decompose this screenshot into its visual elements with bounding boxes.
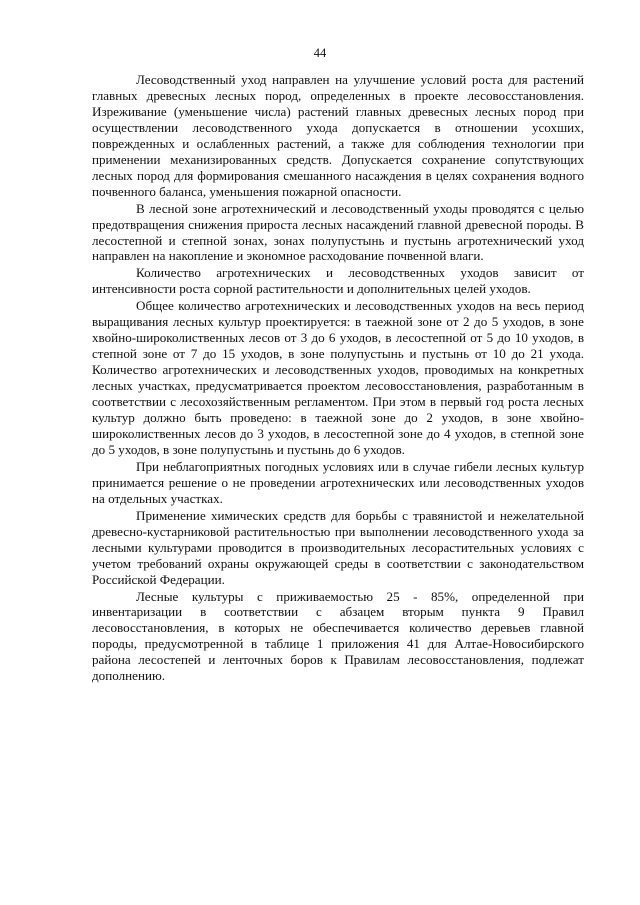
page-number: 44	[313, 46, 327, 60]
paragraph-6: Применение химических средств для борьбы с травянистой и нежелательной древесно-кустарниковой растительностью при выполнении лесоводственного ухода за лесными культурами проводится в производительных лесорастительных условиях с учетом требований охраны окружающей среды в соответствии с законодательством Российской Федерации.	[92, 507, 584, 587]
document-body	[92, 72, 584, 685]
paragraph-7: Лесные культуры с приживаемостью 25 - 85%, определенной при инвентаризации в соответствии с абзацем вторым пункта 9 Правил лесовосстановления, в которых не обеспечивается количество деревьев главной породы, предусмотренной в таблице 1 приложения 41 для Алтае-Новосибирского района лесостепей и ленточных боров к Правилам лесовосстановления, подлежат дополнению.	[92, 588, 584, 684]
paragraph-1: Лесоводственный уход направлен на улучшение условий роста для растений главных древесных лесных пород, определенных в проекте лесовосстановления. Изреживание (уменьшение числа) растений главных древесных лесных пород при осуществлении лесоводственного ухода допускается в отношении усохших, поврежденных и ослабленных растений, а также для соблюдения технологии при применении механизированных средств. Допускается сохранение сопутствующих лесных пород для формирования смешанного насаждения в целях сохранения водного почвенного баланса, уменьшения пожарной опасности.	[92, 72, 584, 199]
paragraph-4: Общее количество агротехнических и лесоводственных уходов на весь период выращивания лесных культур проектируется: в таежной зоне от 2 до 5 уходов, в зоне хвойно-широколиственных лесов от 3 до 6 уходов, в лесостепной от 5 до 10 уходов, в степной зоне от 7 до 15 уходов, в зоне полупустынь и пустынь от 10 до 21 ухода. Количество агротехнических и лесоводственных уходов, проводимых на конкретных лесных участках, предусматривается проектом лесовосстановления, разработанным в соответствии с лесохозяйственным регламентом. При этом в первый год роста лесных культур должно быть проведено: в таежной зоне до 2 уходов, в зоне хвойно-широколиственных лесов до 3 уходов, в лесостепной зоне до 4 уходов, в степной зоне до 5 уходов, в зоне полупустынь и пустынь до 6 уходов.	[92, 298, 584, 457]
paragraph-3: Количество агротехнических и лесоводственных уходов зависит от интенсивности роста сорной растительности и дополнительных целей уходов.	[92, 265, 584, 297]
paragraph-2: В лесной зоне агротехнический и лесоводственный уходы проводятся с целью предотвращения снижения прироста лесных насаждений главной древесной породы. В лесостепной и степной зонах, зонах полупустынь и пустынь агротехнический уход направлен на накопление и экономное расходование почвенной влаги.	[92, 200, 584, 264]
paragraph-5: При неблагоприятных погодных условиях или в случае гибели лесных культур принимается решение о не проведении агротехнических или лесоводственных уходов на отдельных участках.	[92, 458, 584, 506]
